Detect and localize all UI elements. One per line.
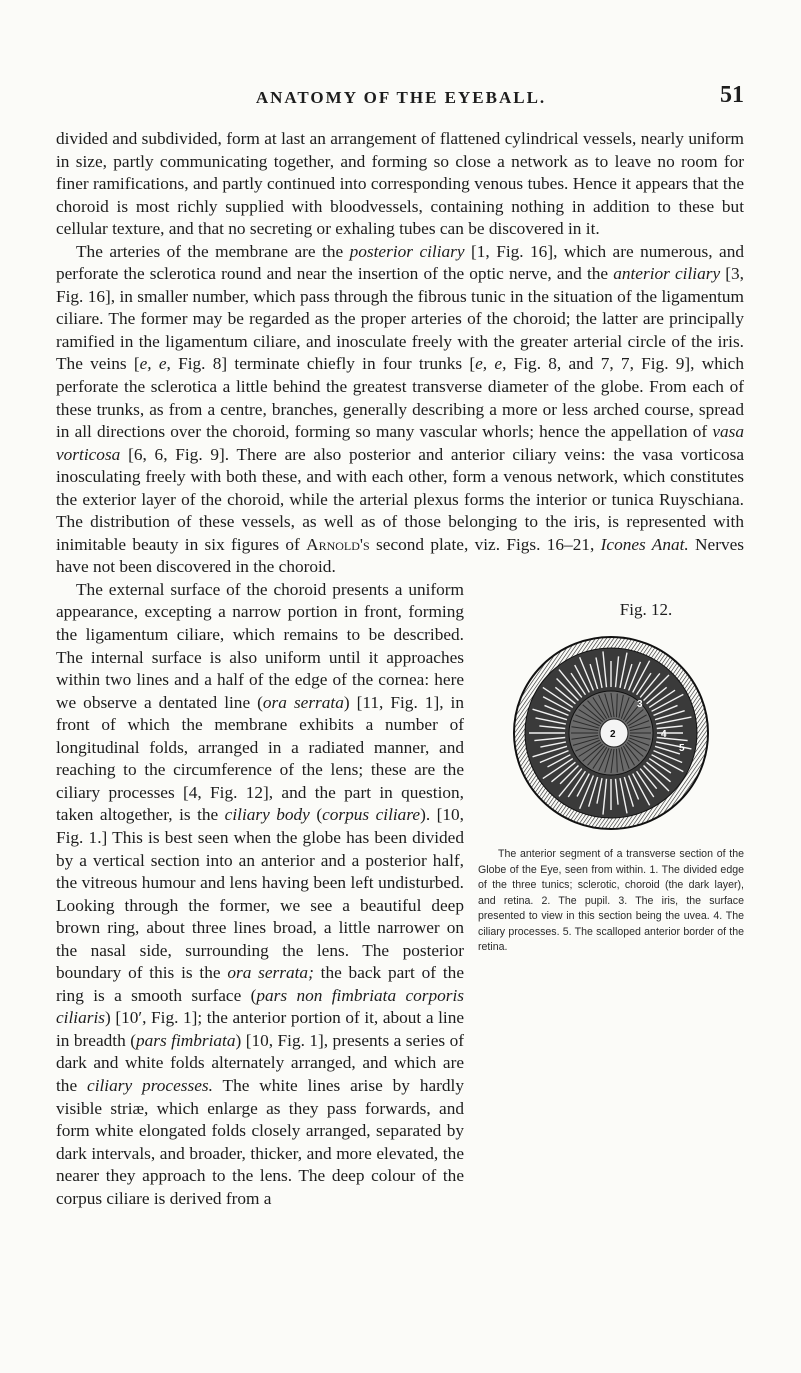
marker-4: 4 [661, 729, 667, 741]
marker-3: 3 [637, 699, 643, 711]
text-run: ). [10, Fig. 1.] This is best seen when the globe has been divided by a vertical section into an anterior and a posterior half, the vitreous humour and lens having been left undisturbed. Looking through the former, we see a beautiful deep brown ring, about three lines broad, a little narrower on the nasal side, surrounding the lens. The posterior boundary of this is the [56, 805, 464, 983]
italic-term: anterior ciliary [613, 264, 721, 284]
figure-caption: The anterior segment of a transverse section of the Globe of the Eye, seen from within. 1. The divided edge of the three tunics; sclerotic, choroid (the dark layer), and retina. 2. The pupil. 3. The iris, the surface presented to view in this section being the uvea. 4. The ciliary processes. 5. The scalloped anterior border of the retina. [478, 848, 744, 954]
body-text [56, 128, 744, 1281]
running-title: ANATOMY OF THE EYEBALL. [255, 88, 547, 107]
text-run: ) [11, Fig. 1], in front of which the membrane exhibits a number of longitudinal folds, arranged in a radiated manner, and reaching to the circumference of the lens; these are the ciliary processes [4, Fig. 12], and the part in question, taken altogether, is the [56, 692, 464, 825]
italic-term: ora serrata; [227, 963, 314, 983]
text-run: Nerves have not been discovered in the choroid. [56, 534, 744, 577]
text-run: , Fig. 8] terminate chiefly in four trunks [ [166, 354, 476, 374]
text-run: ) [10, Fig. 1], presents a series of dark and white folds alternately arranged, and which are the [56, 1030, 464, 1095]
italic-term: ciliary body [224, 805, 310, 825]
text-run: ) [10′, Fig. 1]; the anterior portion of it, about a line in breadth ( [56, 1008, 464, 1050]
italic-term: pars fimbriata [135, 1030, 236, 1050]
page-header [58, 82, 744, 116]
italic-term: vasa vorticosa [56, 422, 744, 464]
marker-2: 2 [610, 729, 616, 741]
text-run: [6, 6, Fig. 9]. There are also posterior and anterior ciliary veins: the vasa vorticosa inosculating freely with both these, and with each other, form a venous network, which constitutes the exterior layer of the choroid, while the arterial plexus forms the interior or tunica Ruyschiana. The distribution of these vessels, as well as of those belonging to the iris, is represented with inimitable beauty in six figures of [56, 444, 744, 554]
text-run: the back part of the ring is a smooth surface ( [56, 963, 464, 1005]
italic-term: pars non fimbriata corporis ciliaris [56, 985, 465, 1028]
text-run: The arteries of the membrane are the [76, 241, 350, 261]
paragraph-3 [56, 579, 744, 1210]
marker-5: 5 [679, 743, 685, 755]
italic-term: corpus ciliare [322, 805, 421, 825]
figure-label: Fig. 12. [619, 599, 673, 619]
text-run: ( [309, 805, 323, 825]
page-number: 51 [720, 82, 744, 108]
text-run: divided and subdivided, form at last an arrangement of flattened cylindrical vessels, nearly uniform in size, partly communicating together, and forming so close a network as to leave no room for finer ramifications, and partly continued into corresponding venous tubes. Hence it appears that the choroid is most richly supplied with bloodvessels, containing nothing in addition to these but cellular texture, and that no secreting or exhaling tubes can be discovered in it. [56, 129, 744, 239]
italic-term: Icones Anat. [600, 534, 689, 554]
figure-12 [478, 599, 744, 1281]
text-run: second plate, viz. Figs. 16–21, [369, 534, 601, 554]
italic-term: posterior ciliary [349, 241, 465, 261]
text-run: [3, Fig. 16], in smaller number, which pass through the fibrous tunic in the situation of the ligamentum ciliare. The former may be regarded as the proper arteries of the choroid; the latter are principally ramified in the ligamentum ciliare, and inosculate freely with the greater arterial circle of the iris. The veins [ [56, 264, 745, 374]
text-run: , Fig. 8, and 7, 7, Fig. 9], which perforate the sclerotica a little behind the greatest transverse diameter of the globe. From each of these trunks, as from a centre, branches, generally describing a more or less arched course, spread in all directions over the choroid, forming so many vascular whorls; hence the appellation of [56, 354, 744, 442]
text-run: The external surface of the choroid presents a uniform appearance, excepting a narrow portion in front, forming the ligamentum ciliare, which remains to be described. The internal surface is also uniform until it approaches within two lines and a half of the edge of the cornea: here we observe a dentated line ( [56, 579, 464, 712]
italic-term: ora serrata [262, 692, 344, 712]
eyeball-section-illustration [511, 633, 711, 833]
text-run: [1, Fig. 16], which are numerous, and perforate the sclerotica round and near the insertion of the optic nerve, and the [56, 241, 744, 284]
paragraph-2 [56, 241, 744, 579]
small-caps-name: Arnold's [306, 534, 370, 554]
italic-term: e, e [475, 354, 503, 374]
italic-term: ciliary processes. [87, 1075, 213, 1095]
text-run: The white lines arise by hardly visible striæ, which enlarge as they pass forwards, and form white elongated folds closely arranged, separated by dark intervals, and broader, thicker, and more elevated, the nearer they approach to the lens. The deep colour of the corpus ciliare is derived from a [56, 1075, 464, 1208]
paragraph-1 [56, 128, 744, 241]
italic-term: e, e [139, 354, 167, 374]
